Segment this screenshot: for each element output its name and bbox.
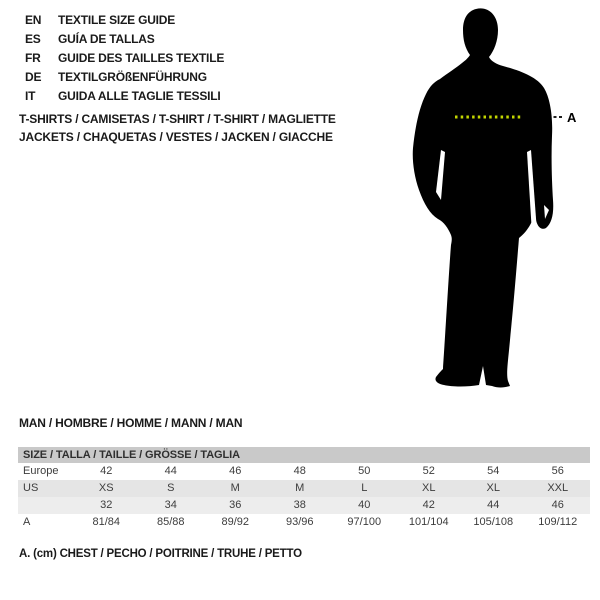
row-label: Europe (23, 465, 59, 477)
language-row-es (25, 30, 224, 49)
language-row-it (25, 87, 224, 106)
table-cell: 89/92 (221, 516, 250, 528)
table-cell: 97/100 (347, 516, 382, 528)
table-cell: 36 (229, 499, 242, 511)
table-cell: 44 (164, 465, 177, 477)
table-cell: XXL (547, 482, 569, 494)
man-silhouette (400, 0, 600, 400)
language-list (25, 11, 224, 106)
table-cell: 34 (164, 499, 177, 511)
language-code: DE (25, 70, 42, 84)
table-row-us-numeric (18, 497, 590, 514)
size-table-header: SIZE / TALLA / TAILLE / GRÖSSE / TAGLIA (18, 447, 590, 463)
language-label: GUÍA DE TALLAS (58, 32, 155, 46)
row-label: A (23, 516, 31, 528)
language-code: FR (25, 51, 41, 65)
table-cell: 40 (358, 499, 371, 511)
table-cell: 32 (100, 499, 113, 511)
language-label: TEXTILGRÖßENFÜHRUNG (58, 70, 207, 84)
language-code: IT (25, 89, 36, 103)
table-cell: 46 (229, 465, 242, 477)
table-cell: XS (98, 482, 114, 494)
measurement-footnote: A. (cm) CHEST / PECHO / POITRINE / TRUHE / PETTO (19, 548, 302, 560)
table-cell: 46 (551, 499, 564, 511)
table-cell: M (230, 482, 240, 494)
row-label (18, 497, 74, 514)
table-cell: 101/104 (408, 516, 449, 528)
language-label: GUIDA ALLE TAGLIE TESSILI (58, 89, 221, 103)
language-label: TEXTILE SIZE GUIDE (58, 13, 176, 27)
table-cell: 54 (487, 465, 500, 477)
table-cell: 42 (422, 499, 435, 511)
measure-label-a: A (567, 110, 577, 125)
language-code: ES (25, 32, 41, 46)
product-line-jackets: JACKETS / CHAQUETAS / VESTES / JACKEN / GIACCHE (19, 130, 333, 144)
product-line-tshirts: T-SHIRTS / CAMISETAS / T-SHIRT / T-SHIRT / MAGLIETTE (19, 112, 336, 126)
language-row-fr (25, 49, 224, 68)
language-label: GUIDE DES TAILLES TEXTILE (58, 51, 225, 65)
man-section-heading: MAN / HOMBRE / HOMME / MANN / MAN (19, 416, 243, 430)
table-cell: 52 (422, 465, 435, 477)
table-cell: 48 (293, 465, 306, 477)
product-categories (19, 110, 336, 146)
table-row-europe (18, 463, 590, 480)
table-cell: 109/112 (538, 516, 578, 528)
man-silhouette-figure (400, 0, 600, 400)
table-cell: 44 (487, 499, 500, 511)
table-cell: 42 (100, 465, 113, 477)
table-row-chest-a (18, 514, 590, 531)
table-cell: 105/108 (473, 516, 514, 528)
size-table (18, 447, 590, 531)
table-cell: 85/88 (156, 516, 185, 528)
table-cell: 93/96 (285, 516, 314, 528)
table-cell: S (167, 482, 175, 494)
language-row-en (25, 11, 224, 30)
table-cell: 56 (551, 465, 564, 477)
table-cell: 38 (293, 499, 306, 511)
table-cell: L (361, 482, 368, 494)
table-cell: M (295, 482, 305, 494)
table-row-us (18, 480, 590, 497)
table-cell: XL (486, 482, 500, 494)
table-cell: 81/84 (92, 516, 121, 528)
language-row-de (25, 68, 224, 87)
language-code: EN (25, 13, 42, 27)
row-label: US (23, 482, 39, 494)
table-cell: XL (422, 482, 436, 494)
table-cell: 50 (358, 465, 371, 477)
